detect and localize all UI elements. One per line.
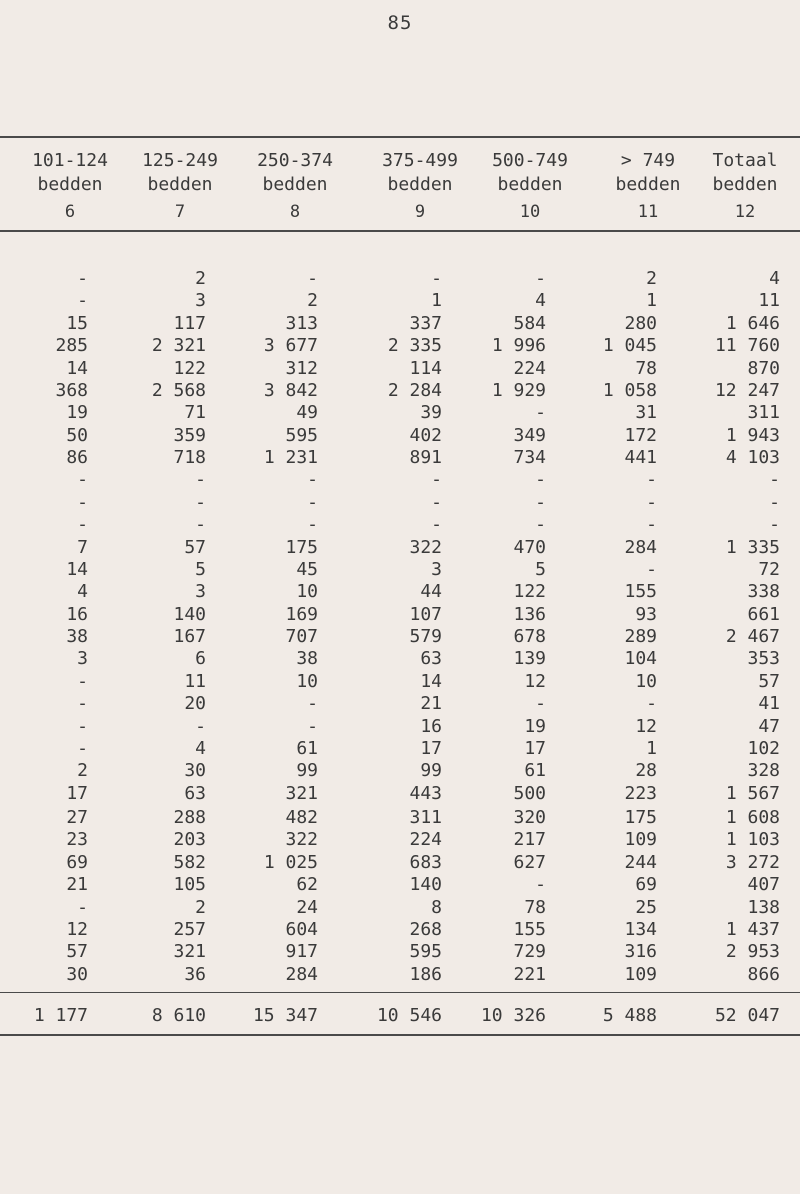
- table-cell: -: [77, 693, 88, 714]
- table-row: [0, 716, 800, 740]
- table-cell: -: [535, 492, 546, 513]
- table-cell: 311: [747, 402, 780, 423]
- column-unit-4: bedden: [387, 174, 453, 195]
- table-cell: 1 437: [725, 919, 780, 940]
- table-cell: 122: [173, 358, 206, 379]
- table-cell: 72: [758, 559, 780, 580]
- table-cell: 104: [624, 648, 657, 669]
- table-row: [0, 671, 800, 695]
- table-cell: 49: [296, 402, 318, 423]
- table-cell: 866: [747, 964, 780, 985]
- table-row: [0, 268, 800, 292]
- table-cell: 16: [420, 716, 442, 737]
- table-cell: 50: [66, 425, 88, 446]
- table-cell: -: [535, 874, 546, 895]
- table-row: [0, 829, 800, 853]
- table-cell: 359: [173, 425, 206, 446]
- table-row: [0, 648, 800, 672]
- table-row: [0, 335, 800, 359]
- table-cell: 19: [66, 402, 88, 423]
- table-row: [0, 492, 800, 516]
- table-cell: 1: [431, 290, 442, 311]
- table-cell: 105: [173, 874, 206, 895]
- table-cell: 2 953: [725, 941, 780, 962]
- table-cell: 1 608: [725, 807, 780, 828]
- table-cell: 10: [296, 671, 318, 692]
- table-cell: -: [307, 693, 318, 714]
- table-cell: 683: [409, 852, 442, 873]
- table-cell: 4: [535, 290, 546, 311]
- table-cell: 2 335: [387, 335, 442, 356]
- table-cell: 24: [296, 897, 318, 918]
- table-cell: -: [431, 514, 442, 535]
- table-cell: 7: [77, 537, 88, 558]
- table-cell: -: [307, 716, 318, 737]
- table-cell: 17: [420, 738, 442, 759]
- column-number-2: 7: [174, 202, 186, 222]
- table-cell: 661: [747, 604, 780, 625]
- column-number-3: 8: [289, 202, 301, 222]
- totals-row: [0, 1005, 800, 1029]
- table-cell: 500: [513, 783, 546, 804]
- table-cell: 2 467: [725, 626, 780, 647]
- table-cell: 14: [66, 358, 88, 379]
- table-row: [0, 941, 800, 965]
- table-cell: -: [646, 469, 657, 490]
- table-cell: 11 760: [714, 335, 780, 356]
- table-cell: 6: [195, 648, 206, 669]
- table-cell: 5: [195, 559, 206, 580]
- table-cell: 57: [758, 671, 780, 692]
- table-row: [0, 738, 800, 762]
- table-row: [0, 358, 800, 382]
- table-cell: -: [535, 514, 546, 535]
- table-row: [0, 760, 800, 784]
- column-number-7: 12: [734, 202, 756, 222]
- column-number-header: [0, 202, 800, 226]
- table-cell: -: [535, 402, 546, 423]
- table-cell: 12: [66, 919, 88, 940]
- table-cell: 2 321: [151, 335, 206, 356]
- table-row: [0, 514, 800, 538]
- table-row: [0, 559, 800, 583]
- table-cell: -: [431, 492, 442, 513]
- table-row: [0, 447, 800, 471]
- table-cell: 3: [195, 290, 206, 311]
- table-cell: 217: [513, 829, 546, 850]
- table-cell: 203: [173, 829, 206, 850]
- table-cell: 21: [66, 874, 88, 895]
- column-range-2: 125-249: [142, 150, 218, 171]
- table-cell: 3 842: [263, 380, 318, 401]
- column-number-1: 6: [64, 202, 76, 222]
- column-unit-7: bedden: [712, 174, 778, 195]
- column-number-6: 11: [637, 202, 659, 222]
- table-row: [0, 402, 800, 426]
- table-cell: 707: [285, 626, 318, 647]
- table-cell: 285: [55, 335, 88, 356]
- table-cell: 14: [420, 671, 442, 692]
- table-cell: -: [77, 469, 88, 490]
- table-cell: 139: [513, 648, 546, 669]
- header-divider-rule: [0, 230, 800, 232]
- table-cell: 31: [635, 402, 657, 423]
- table-cell: -: [195, 716, 206, 737]
- table-cell: 1 058: [602, 380, 657, 401]
- table-cell: -: [77, 716, 88, 737]
- table-cell: 10: [635, 671, 657, 692]
- table-cell: 78: [635, 358, 657, 379]
- table-cell: 3: [77, 648, 88, 669]
- table-cell: 2: [77, 760, 88, 781]
- table-cell: 2: [195, 268, 206, 289]
- total-cell: 1 177: [33, 1005, 88, 1026]
- table-cell: 4 103: [725, 447, 780, 468]
- table-cell: 729: [513, 941, 546, 962]
- table-cell: 1 231: [263, 447, 318, 468]
- table-cell: 155: [624, 581, 657, 602]
- table-cell: 1 335: [725, 537, 780, 558]
- table-cell: 311: [409, 807, 442, 828]
- table-cell: -: [646, 492, 657, 513]
- table-cell: -: [769, 514, 780, 535]
- totals-rule-top: [0, 992, 800, 993]
- column-unit-header: [0, 174, 800, 198]
- table-cell: 1 646: [725, 313, 780, 334]
- table-cell: 320: [513, 807, 546, 828]
- table-cell: -: [195, 492, 206, 513]
- table-cell: 482: [285, 807, 318, 828]
- column-unit-6: bedden: [615, 174, 681, 195]
- table-cell: 4: [77, 581, 88, 602]
- table-row: [0, 290, 800, 314]
- table-cell: 107: [409, 604, 442, 625]
- table-cell: 14: [66, 559, 88, 580]
- table-cell: 28: [635, 760, 657, 781]
- table-cell: 11: [184, 671, 206, 692]
- table-cell: 2: [307, 290, 318, 311]
- table-cell: 1 045: [602, 335, 657, 356]
- table-cell: 86: [66, 447, 88, 468]
- column-number-4: 9: [414, 202, 426, 222]
- table-cell: 69: [635, 874, 657, 895]
- table-cell: -: [431, 469, 442, 490]
- table-cell: 186: [409, 964, 442, 985]
- table-cell: 4: [195, 738, 206, 759]
- table-cell: 1 996: [491, 335, 546, 356]
- table-cell: 595: [285, 425, 318, 446]
- table-cell: 289: [624, 626, 657, 647]
- table-cell: 63: [420, 648, 442, 669]
- table-cell: -: [646, 514, 657, 535]
- table-cell: 8: [431, 897, 442, 918]
- total-cell: 10 326: [480, 1005, 546, 1026]
- total-cell: 5 488: [602, 1005, 657, 1026]
- table-cell: 338: [747, 581, 780, 602]
- table-row: [0, 783, 800, 807]
- column-range-1: 101-124: [32, 150, 108, 171]
- table-row: [0, 380, 800, 404]
- table-cell: 870: [747, 358, 780, 379]
- table-cell: 3 677: [263, 335, 318, 356]
- table-row: [0, 469, 800, 493]
- column-unit-2: bedden: [147, 174, 213, 195]
- table-cell: 322: [409, 537, 442, 558]
- table-cell: 4: [769, 268, 780, 289]
- table-cell: 1 025: [263, 852, 318, 873]
- table-cell: 407: [747, 874, 780, 895]
- column-unit-3: bedden: [262, 174, 328, 195]
- table-cell: 441: [624, 447, 657, 468]
- table-cell: 11: [758, 290, 780, 311]
- table-row: [0, 581, 800, 605]
- table-cell: 36: [184, 964, 206, 985]
- table-cell: 10: [296, 581, 318, 602]
- table-cell: 1 103: [725, 829, 780, 850]
- table-cell: 15: [66, 313, 88, 334]
- table-row: [0, 874, 800, 898]
- table-row: [0, 425, 800, 449]
- table-row: [0, 964, 800, 988]
- table-cell: 93: [635, 604, 657, 625]
- table-cell: 1: [646, 738, 657, 759]
- table-cell: -: [535, 268, 546, 289]
- table-cell: 349: [513, 425, 546, 446]
- table-cell: 27: [66, 807, 88, 828]
- table-row: [0, 313, 800, 337]
- table-row: [0, 604, 800, 628]
- table-cell: 16: [66, 604, 88, 625]
- table-cell: 313: [285, 313, 318, 334]
- table-cell: -: [77, 514, 88, 535]
- column-range-6: > 749: [620, 150, 676, 171]
- table-cell: -: [769, 469, 780, 490]
- table-cell: 316: [624, 941, 657, 962]
- table-cell: 134: [624, 919, 657, 940]
- table-cell: 328: [747, 760, 780, 781]
- table-cell: 443: [409, 783, 442, 804]
- table-cell: 23: [66, 829, 88, 850]
- table-cell: 678: [513, 626, 546, 647]
- table-cell: -: [769, 492, 780, 513]
- table-cell: 584: [513, 313, 546, 334]
- table-cell: -: [77, 671, 88, 692]
- table-cell: 122: [513, 581, 546, 602]
- table-cell: 61: [296, 738, 318, 759]
- column-range-7: Totaal: [712, 150, 778, 171]
- table-cell: -: [77, 897, 88, 918]
- table-cell: 138: [747, 897, 780, 918]
- table-cell: 172: [624, 425, 657, 446]
- table-cell: 2: [646, 268, 657, 289]
- table-cell: 155: [513, 919, 546, 940]
- table-cell: -: [307, 492, 318, 513]
- table-cell: 337: [409, 313, 442, 334]
- column-number-5: 10: [519, 202, 541, 222]
- table-cell: 244: [624, 852, 657, 873]
- table-cell: 284: [285, 964, 318, 985]
- table-cell: 3: [431, 559, 442, 580]
- table-cell: 470: [513, 537, 546, 558]
- table-cell: 312: [285, 358, 318, 379]
- total-cell: 10 546: [376, 1005, 442, 1026]
- table-cell: -: [195, 514, 206, 535]
- top-rule: [0, 136, 800, 138]
- table-cell: 12: [635, 716, 657, 737]
- table-cell: 353: [747, 648, 780, 669]
- table-cell: 1 567: [725, 783, 780, 804]
- table-cell: 3 272: [725, 852, 780, 873]
- table-cell: 175: [285, 537, 318, 558]
- table-cell: 368: [55, 380, 88, 401]
- table-cell: -: [77, 268, 88, 289]
- table-cell: 5: [535, 559, 546, 580]
- table-cell: 57: [66, 941, 88, 962]
- table-cell: 604: [285, 919, 318, 940]
- table-cell: 78: [524, 897, 546, 918]
- table-cell: 30: [66, 964, 88, 985]
- table-cell: 223: [624, 783, 657, 804]
- column-range-3: 250-374: [257, 150, 333, 171]
- table-cell: 284: [624, 537, 657, 558]
- table-cell: 17: [66, 783, 88, 804]
- column-range-5: 500-749: [492, 150, 568, 171]
- total-cell: 15 347: [252, 1005, 318, 1026]
- column-range-header: [0, 150, 800, 174]
- table-cell: -: [431, 268, 442, 289]
- table-cell: -: [195, 469, 206, 490]
- table-cell: 21: [420, 693, 442, 714]
- table-cell: 1 929: [491, 380, 546, 401]
- table-cell: 38: [296, 648, 318, 669]
- table-cell: 175: [624, 807, 657, 828]
- table-cell: 114: [409, 358, 442, 379]
- table-cell: 917: [285, 941, 318, 962]
- table-row: [0, 807, 800, 831]
- table-cell: 109: [624, 829, 657, 850]
- table-cell: 257: [173, 919, 206, 940]
- table-cell: 25: [635, 897, 657, 918]
- table-cell: 402: [409, 425, 442, 446]
- table-cell: 169: [285, 604, 318, 625]
- table-cell: -: [77, 738, 88, 759]
- table-cell: 1: [646, 290, 657, 311]
- table-cell: -: [307, 514, 318, 535]
- table-cell: 1 943: [725, 425, 780, 446]
- table-cell: 579: [409, 626, 442, 647]
- table-cell: 17: [524, 738, 546, 759]
- table-cell: 224: [513, 358, 546, 379]
- table-cell: 140: [409, 874, 442, 895]
- table-row: [0, 693, 800, 717]
- table-cell: 62: [296, 874, 318, 895]
- table-cell: 71: [184, 402, 206, 423]
- table-cell: 19: [524, 716, 546, 737]
- table-cell: 288: [173, 807, 206, 828]
- table-cell: 12: [524, 671, 546, 692]
- table-cell: -: [307, 469, 318, 490]
- table-cell: 582: [173, 852, 206, 873]
- table-cell: 61: [524, 760, 546, 781]
- table-cell: 109: [624, 964, 657, 985]
- table-cell: 12 247: [714, 380, 780, 401]
- table-row: [0, 897, 800, 921]
- table-cell: 38: [66, 626, 88, 647]
- table-cell: 2 568: [151, 380, 206, 401]
- table-cell: 44: [420, 581, 442, 602]
- table-cell: 136: [513, 604, 546, 625]
- table-cell: 2: [195, 897, 206, 918]
- table-cell: -: [535, 469, 546, 490]
- table-cell: 57: [184, 537, 206, 558]
- table-cell: 45: [296, 559, 318, 580]
- table-cell: 117: [173, 313, 206, 334]
- totals-rule-bottom: [0, 1034, 800, 1036]
- table-cell: 224: [409, 829, 442, 850]
- table-cell: 3: [195, 581, 206, 602]
- table-cell: 41: [758, 693, 780, 714]
- table-cell: 99: [296, 760, 318, 781]
- table-row: [0, 537, 800, 561]
- table-row: [0, 626, 800, 650]
- total-cell: 8 610: [151, 1005, 206, 1026]
- table-cell: 280: [624, 313, 657, 334]
- total-cell: 52 047: [714, 1005, 780, 1026]
- table-cell: 627: [513, 852, 546, 873]
- table-cell: 102: [747, 738, 780, 759]
- table-cell: 268: [409, 919, 442, 940]
- page-number: 85: [387, 12, 413, 34]
- column-range-4: 375-499: [382, 150, 458, 171]
- table-cell: -: [646, 559, 657, 580]
- table-cell: 20: [184, 693, 206, 714]
- table-cell: 321: [285, 783, 318, 804]
- table-row: [0, 852, 800, 876]
- table-cell: -: [77, 492, 88, 513]
- table-row: [0, 919, 800, 943]
- table-cell: 30: [184, 760, 206, 781]
- column-unit-5: bedden: [497, 174, 563, 195]
- table-cell: 39: [420, 402, 442, 423]
- table-cell: 891: [409, 447, 442, 468]
- table-cell: 321: [173, 941, 206, 962]
- table-cell: -: [646, 693, 657, 714]
- table-cell: 595: [409, 941, 442, 962]
- table-cell: -: [535, 693, 546, 714]
- table-cell: 734: [513, 447, 546, 468]
- table-cell: 47: [758, 716, 780, 737]
- column-unit-1: bedden: [37, 174, 103, 195]
- table-cell: -: [307, 268, 318, 289]
- table-cell: 718: [173, 447, 206, 468]
- table-cell: 69: [66, 852, 88, 873]
- table-cell: 322: [285, 829, 318, 850]
- table-cell: 221: [513, 964, 546, 985]
- table-cell: 2 284: [387, 380, 442, 401]
- table-cell: 140: [173, 604, 206, 625]
- table-cell: 63: [184, 783, 206, 804]
- table-cell: 99: [420, 760, 442, 781]
- table-cell: 167: [173, 626, 206, 647]
- table-cell: -: [77, 290, 88, 311]
